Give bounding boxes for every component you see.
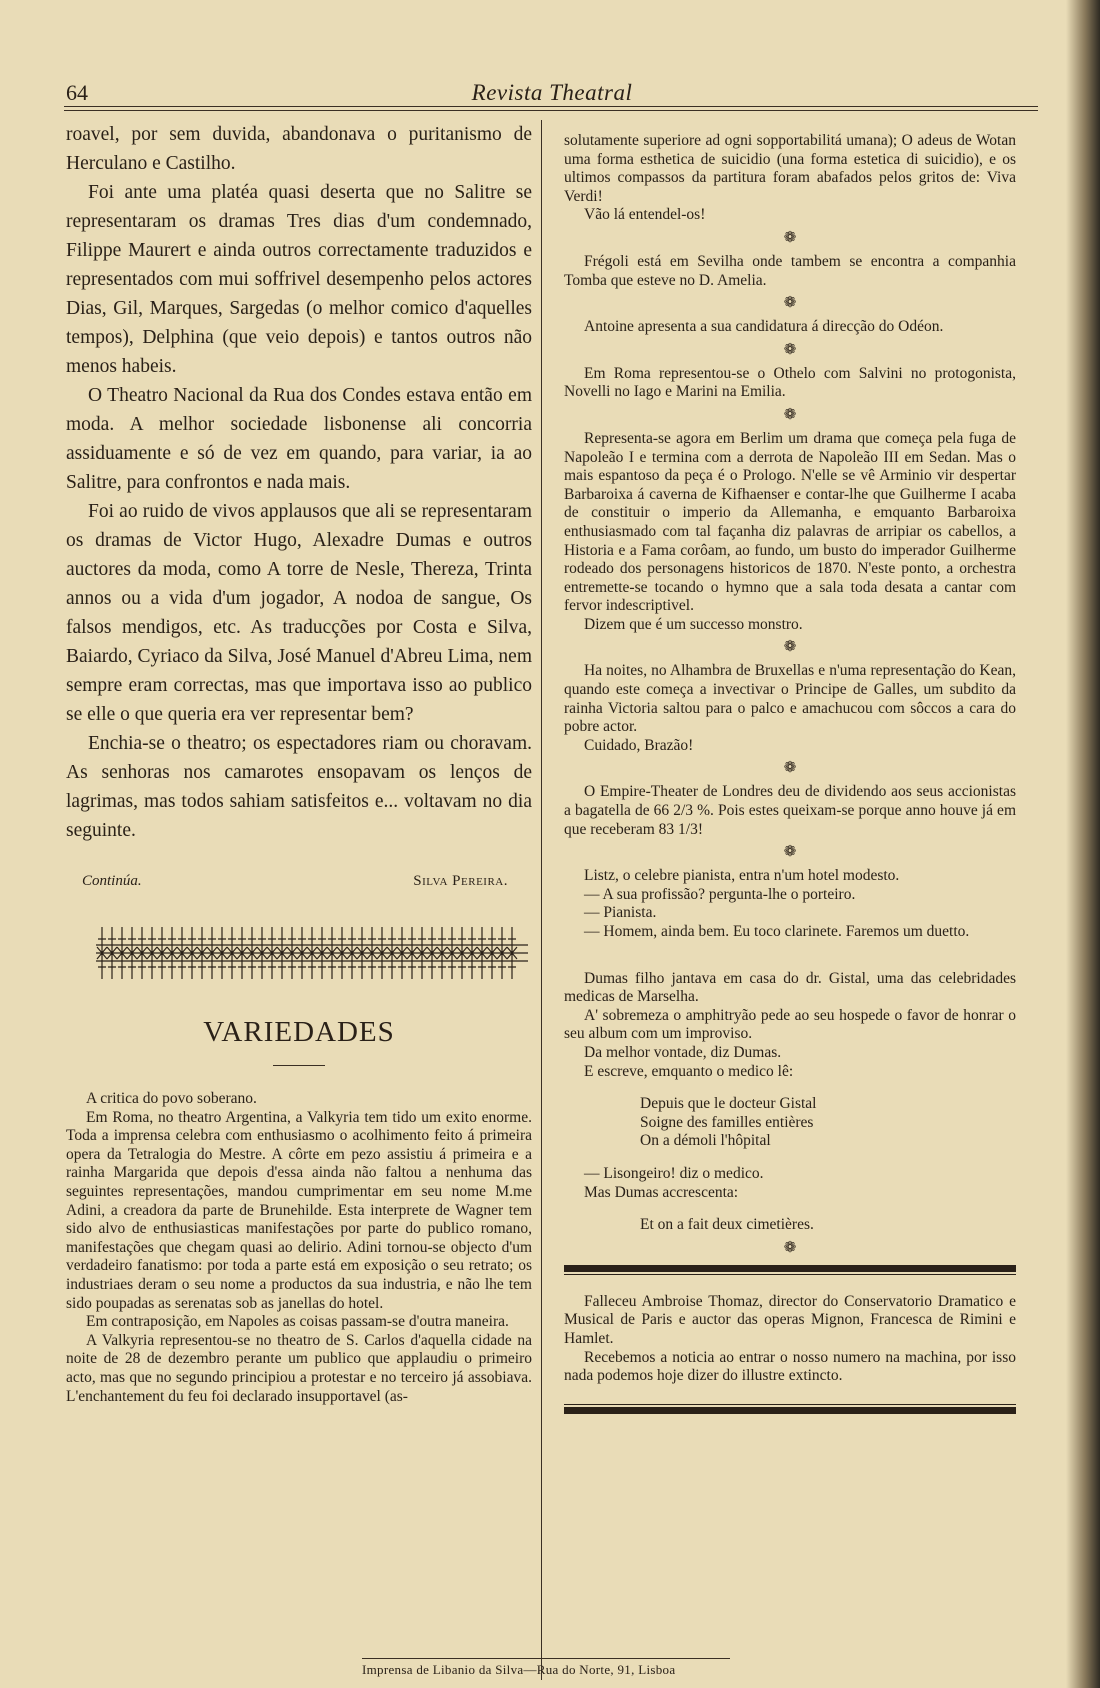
news-item [564, 365, 1016, 402]
poem-line: Soigne des familles entières [640, 1113, 814, 1131]
poem-line: On a démoli l'hôpital [640, 1132, 771, 1150]
article-continuation [66, 120, 532, 845]
separator-ornament: ❁ [783, 341, 797, 358]
paragraph: Foi ante uma platéa quasi deserta que no Salitre se representaram os dramas Tres dias d'um condemnado, Filippe Maurert e ainda outros correctamente traduzidos e representados com mui soffrivel desempenho pelos actores Dias, Gil, Marques, Sargedas (o melhor comico d'aquelles tempos), Delphina (que veio depois) e tantos outros não menos habeis. [66, 182, 532, 377]
paragraph: O Theatro Nacional da Rua dos Condes estava então em moda. A melhor sociedade lisbonense ali concorria assiduamente e só de vez em quando, para variar, ia ao Salitre, para confrontos e nada mais. [66, 385, 532, 493]
paragraph: Listz, o celebre pianista, entra n'um hotel modesto. [584, 867, 900, 885]
paragraph: Antoine apresenta a sua candidatura á direcção do Odéon. [584, 318, 944, 336]
paragraph: roavel, por sem duvida, abandonava o puritanismo de Herculano e Castilho. [66, 124, 532, 174]
separator-ornament: ❁ [783, 760, 797, 777]
paragraph: Dizem que é um successo monstro. [584, 615, 803, 633]
paragraph: Em Roma, no theatro Argentina, a Valkyria tem tido um exito enorme. Toda a imprensa celebra com enthusiasmo o acolhimento feito á primeira opera da Tetralogia do Mestre. A côrte em pezo assistiu á primeira e a rainha Margarida que depois d'essa ainda não faltou a nenhuma das seguintes representações, mandou cumprimentar em seu nome M.me Adini, a creadora da parte de Brunehilde. Esta interprete de Wagner tem sido alvo de enthusiasticas manifestações por parte do publico romano, manifestações que chegam quasi ao delirio. Adini tornou-se objecto d'um verdadeiro fanatismo: por toda a parte está em exposição o seu retrato; os industriaes deram o seu nome a productos da sua industria, e não lhe tem sido poupadas as serenatas sob as janellas do hotel. [66, 1108, 532, 1312]
news-item [564, 662, 1016, 755]
poem [564, 1095, 1016, 1151]
news-item [564, 783, 1016, 839]
news-item [564, 132, 1016, 225]
signature-line [66, 873, 532, 901]
paragraph: solutamente superiore ad ogni sopportabilitá umana); O adeus de Wotan uma forma esthetica de suicidio (una forma estetica di suicidio), e os ultimos compassos da partitura foram abafados pelos gritos de: Viva Verdi! [564, 132, 1016, 205]
separator-ornament: ❁ [783, 844, 797, 861]
mourning-rule [564, 1407, 1016, 1414]
header-rule [64, 106, 1038, 107]
continua-label: Continúa. [82, 873, 142, 889]
paragraph: E escreve, emquanto o medico lê: [584, 1062, 794, 1080]
paragraph: — Homem, ainda bem. Eu toco clarinete. Faremos um duetto. [584, 923, 970, 940]
paragraph: Em contraposição, em Napoles as coisas passam-se d'outra maneira. [86, 1313, 509, 1331]
separator-ornament: ❁ [783, 406, 797, 423]
separator-ornament: ❁ [783, 229, 797, 246]
poem [564, 1216, 1016, 1235]
paragraph: Falleceu Ambroise Thomaz, director do Conservatorio Dramatico e Musical de Paris e auctor das operas Mignon, Francesca de Rimini e Hamlet. [564, 1292, 1016, 1347]
paragraph: Cuidado, Brazão! [584, 736, 694, 754]
left-column [66, 120, 532, 1406]
separator-ornament: ❁ [783, 639, 797, 656]
page-number: 64 [66, 80, 88, 105]
variedades-body [66, 1090, 532, 1406]
page-header [66, 76, 1038, 106]
paragraph: A' sobremeza o amphitryão pede ao seu hospede o favor de honrar o seu album com um improviso. [564, 1006, 1016, 1043]
paragraph: Em Roma representou-se o Othelo com Salvini no protogonista, Novelli no Iago e Marini na Emilia. [564, 364, 1016, 401]
separator-ornament: ❁ [783, 295, 797, 312]
header-rule-thin [64, 110, 1038, 111]
section-rule [273, 1065, 325, 1066]
printer-imprint: Imprensa de Libanio da Silva—Rua do Norte, 91, Lisboa [362, 1662, 676, 1677]
paragraph: O Empire-Theater de Londres deu de dividendo aos seus accionistas a bagatella de 66 2/3 %. Pois estes queixam-se porque anno houve já em que receberam 83 1/3! [564, 783, 1016, 838]
news-item [564, 318, 1016, 337]
paragraph: Recebemos a noticia ao entrar o nosso numero na machina, por isso nada podemos hoje dizer do illustre extincto. [564, 1348, 1016, 1385]
paragraph: Frégoli está em Sevilha onde tambem se encontra a companhia Tomba que esteve no D. Amelia. [564, 252, 1016, 289]
mourning-rule-thin [564, 1274, 1016, 1275]
mourning-rule-thin [564, 1404, 1016, 1405]
paragraph: Representa-se agora em Berlim um drama que começa pela fuga de Napoleão I e termina com a derrota de Napoleão III em Sedan. Mas o mais espantoso da peça é o Prologo. N'elle se vê Arminio vir despertar Barbaroixa á caverna de Kifhaenser e contar-lhe que Guilherme I acaba de constituir o imperio da Allemanha, e emquanto Barbaroixa enthusiasmado com tal façanha diz palavras de arripiar os cabellos, a Historia e a Fama corôam, ao fundo, um busto do imperador Guilherme rodeado dos personagens historicos de 1870. N'este ponto, a orchestra entremette-se tocando o hymno que a sala toda desata a cantar com fervor indescriptivel. [564, 429, 1016, 615]
paragraph: A critica do povo soberano. [86, 1090, 257, 1107]
poem-line: Depuis que le docteur Gistal [640, 1095, 817, 1113]
paragraph: A Valkyria representou-se no theatro de S. Carlos d'aquella cidade na noite de 28 de dezembro perante um publico que applaudiu o primeiro acto, mas que no segundo principiou a protestar e no terceiro já assobiava. L'enchantement du feu foi declarado insupportavel (as- [66, 1331, 532, 1405]
paragraph: Foi ao ruido de vivos applausos que ali se representaram os dramas de Victor Hugo, Alexadre Dumas e outros auctores da moda, como A torre de Nesle, Thereza, Trinta annos ou a vida d'um jogador, A nodoa de sangue, Os falsos mendigos, etc. As traducções por Costa e Silva, Baiardo, Cyriaco da Silva, José Manuel d'Abreu Lima, nem sempre eram correctas, mas que importava isso ao publico se elle o que queria era ver representar bem? [66, 501, 532, 725]
news-item [564, 867, 1016, 941]
obituary [564, 1293, 1016, 1386]
journal-title: Revista Theatral [471, 80, 633, 105]
footer-rule [362, 1658, 730, 1659]
column-divider [541, 120, 542, 1680]
paragraph: — Pianista. [584, 904, 657, 922]
page-edge-shadow [1066, 0, 1100, 1688]
right-column [564, 132, 1016, 1414]
poem-line: Et on a fait deux cimetières. [640, 1216, 814, 1234]
section-title: VARIEDADES [203, 1016, 395, 1048]
mourning-rule [564, 1265, 1016, 1272]
news-item [564, 253, 1016, 290]
paragraph: Ha noites, no Alhambra de Bruxellas e n'uma representação do Kean, quando este começa a invectivar o Principe de Galles, um subdito da rainha Victoria saltou para o palco e amachucou com sôccos a cara do pobre actor. [564, 662, 1016, 736]
ornamental-border [94, 923, 530, 983]
author-name: Silva Pereira. [413, 873, 508, 889]
paragraph: — A sua profissão? pergunta-lhe o porteiro. [584, 885, 856, 903]
news-item-dumas [564, 970, 1016, 1235]
paragraph: Enchia-se o theatro; os espectadores riam ou choravam. As senhoras nos camarotes ensopavam os lenços de lagrimas, mas todos sahiam satisfeitos e... voltavam no dia seguinte. [66, 733, 532, 841]
paragraph: Mas Dumas accrescenta: [584, 1183, 739, 1201]
paragraph: — Lisongeiro! diz o medico. [584, 1164, 764, 1182]
paragraph: Vão lá entendel-os! [584, 206, 706, 224]
paragraph: Dumas filho jantava em casa do dr. Gistal, uma das celebridades medicas de Marselha. [564, 969, 1016, 1006]
separator-ornament: ❁ [783, 1239, 797, 1256]
news-item [564, 430, 1016, 635]
paragraph: Da melhor vontade, diz Dumas. [584, 1043, 782, 1061]
